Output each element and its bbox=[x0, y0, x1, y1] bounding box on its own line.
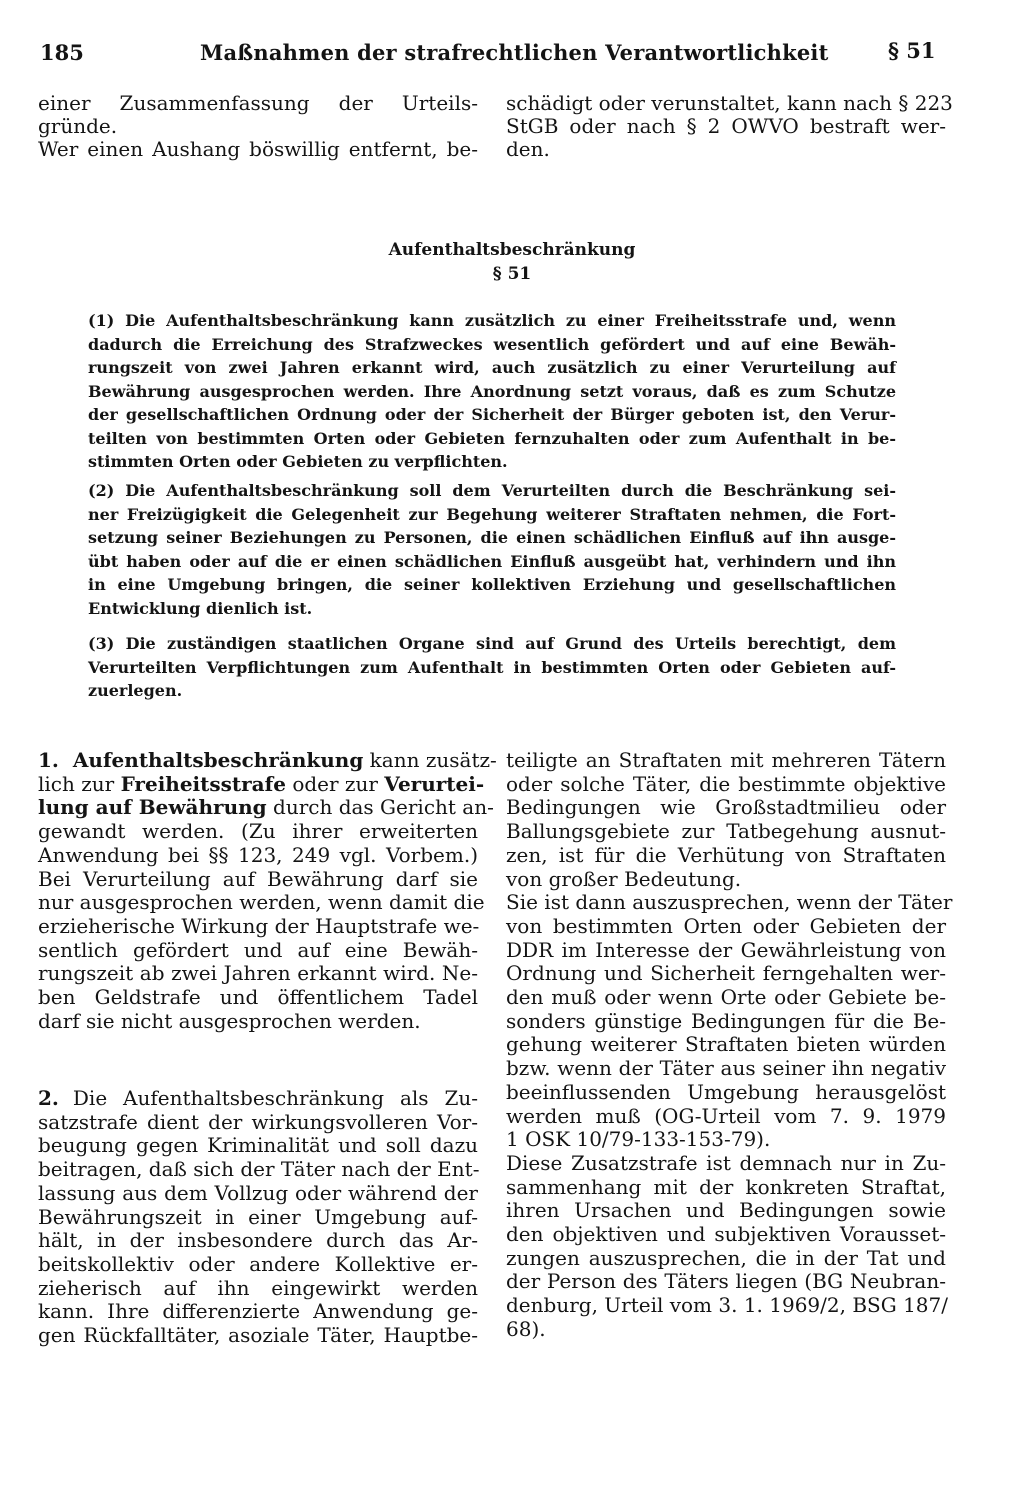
law-title: Aufenthaltsbeschränkung bbox=[388, 240, 636, 260]
text-line: 1 OSK 10/79-133-153-79). bbox=[506, 1127, 771, 1152]
text-line: (3) Die zuständigen staatlichen Organe sind auf Grund des Urteils berechtigt, dem bbox=[88, 634, 896, 653]
law-paragraph-1 bbox=[88, 309, 896, 474]
text-line: bzw. wenn der Täter aus seiner ihn negativ bbox=[506, 1056, 946, 1081]
commentary-right-column bbox=[506, 748, 953, 1342]
text-line: schädigt oder verunstaltet, kann nach § 223 bbox=[506, 91, 953, 115]
text-line: beeinflussenden Umgebung herausgelöst bbox=[506, 1079, 946, 1104]
text-line: gen Rückfalltäter, asoziale Täter, Hauptbe- bbox=[38, 1323, 478, 1348]
term-bold: Freiheitsstrafe bbox=[120, 771, 286, 796]
text-line: 68). bbox=[506, 1316, 546, 1341]
text-line: den. bbox=[506, 137, 550, 161]
text-line: sammenhang mit der konkreten Straftat, bbox=[506, 1174, 946, 1199]
text-line: werden muß (OG-Urteil vom 7. 9. 1979 bbox=[506, 1103, 946, 1128]
text-line: rungszeit ab zwei Jahren erkannt wird. Ne- bbox=[38, 961, 478, 986]
commentary-note-2 bbox=[38, 1087, 478, 1348]
text-line: beitskollektiv oder andere Kollektive er- bbox=[38, 1251, 478, 1276]
text-line: Entwicklung dienlich ist. bbox=[88, 598, 313, 618]
text-line: den muß oder wenn Orte oder Gebiete be- bbox=[506, 985, 946, 1010]
text-line bbox=[38, 771, 485, 797]
text-line: StGB oder nach § 2 OWVO bestraft wer- bbox=[506, 114, 946, 138]
text-line: (2) Die Aufenthaltsbeschränkung soll dem Verurteilten durch die Beschränkung sei- bbox=[88, 481, 896, 500]
text-line: dadurch die Erreichung des Strafzweckes wesentlich gefördert und auf eine Bewäh- bbox=[88, 334, 896, 354]
text-line: kann. Ihre differenzierte Anwendung ge- bbox=[38, 1299, 478, 1324]
text-line: Ordnung und Sicherheit ferngehalten wer- bbox=[506, 961, 946, 986]
law-paragraph-2 bbox=[88, 479, 896, 620]
text-line bbox=[38, 748, 497, 773]
text-fragment: oder zur bbox=[285, 771, 385, 796]
text-line: sonders günstige Bedingungen für die Be- bbox=[506, 1008, 946, 1033]
text-line: DDR im Interesse der Gewährleistung von bbox=[506, 937, 946, 962]
text-line: Bei Verurteilung auf Bewährung darf sie bbox=[38, 866, 478, 891]
term-bold: Verurtei- bbox=[384, 771, 485, 796]
note-number: 1. bbox=[38, 748, 59, 772]
text-line: oder solche Täter, die bestimmte objektive bbox=[506, 771, 946, 796]
text-line: erzieherische Wirkung der Hauptstrafe we- bbox=[38, 913, 480, 938]
text-line: sentlich gefördert und auf eine Bewäh- bbox=[38, 937, 478, 962]
text-line: setzung seiner Beziehungen zu Personen, die einen schädlichen Einfluß auf ihn ausge- bbox=[88, 528, 896, 547]
running-title: Maßnahmen der strafrechtlichen Verantwortlichkeit bbox=[200, 40, 829, 65]
text-line: von bestimmten Orten oder Gebieten der bbox=[506, 913, 946, 938]
carryover-left bbox=[38, 92, 478, 161]
text-line: den objektiven und subjektiven Vorausset- bbox=[506, 1222, 946, 1247]
text-line: satzstrafe dient der wirkungsvolleren Vor- bbox=[38, 1109, 478, 1134]
text-line: übt haben oder auf die er einen schädlichen Einfluß ausgeübt hat, verhindern und ihn bbox=[88, 551, 896, 571]
text-line: der Person des Täters liegen (BG Neubran- bbox=[506, 1269, 946, 1294]
carryover-right bbox=[506, 91, 953, 161]
text-fragment: lich zur bbox=[38, 771, 121, 796]
text-line: nur ausgesprochen werden, wenn damit die bbox=[38, 890, 485, 915]
text-line: Anwendung bei §§ 123, 249 vgl. Vorbem.) bbox=[38, 842, 478, 867]
text-fragment: Die Aufenthaltsbeschränkung als Zu- bbox=[72, 1086, 478, 1110]
text-line: der gesellschaftlichen Ordnung oder der Sicherheit der Bürger geboten ist, den Verur- bbox=[88, 405, 896, 424]
text-line: ner Freizügigkeit die Gelegenheit zur Begehung weiterer Straftaten nehmen, die Fort- bbox=[88, 504, 896, 524]
text-line: Bewährungszeit in einer Umgebung auf- bbox=[38, 1204, 478, 1229]
text-line: Wer einen Aushang böswillig entfernt, be- bbox=[38, 137, 478, 161]
text-line: (1) Die Aufenthaltsbeschränkung kann zusätzlich zu einer Freiheitsstrafe und, wenn bbox=[88, 311, 896, 330]
text-line: stimmten Orten oder Gebieten zu verpflichten. bbox=[88, 452, 508, 471]
text-line: denburg, Urteil vom 3. 1. 1969/2, BSG 187/ bbox=[506, 1293, 948, 1318]
note-number: 2. bbox=[38, 1086, 59, 1110]
text-line: einer Zusammenfassung der Urteils- bbox=[38, 91, 478, 115]
term-bold: Aufenthaltsbeschränkung bbox=[72, 748, 364, 772]
text-line: darf sie nicht ausgesprochen werden. bbox=[38, 1008, 421, 1033]
text-line: ihren Ursachen und Bedingungen sowie bbox=[506, 1198, 946, 1223]
text-line: von großer Bedeutung. bbox=[506, 866, 742, 891]
text-line: Bewährung ausgesprochen werden. Ihre Anordnung setzt voraus, daß es zum Schutze bbox=[88, 381, 896, 401]
law-heading bbox=[0, 238, 1024, 286]
text-fragment: kann zusätz- bbox=[363, 748, 497, 772]
text-line: gewandt werden. (Zu ihrer erweiterten bbox=[38, 819, 478, 844]
law-section-number: § 51 bbox=[492, 264, 532, 284]
text-line: teiligte an Straftaten mit mehreren Tätern bbox=[506, 748, 946, 772]
text-line: zungen auszusprechen, die in der Tat und bbox=[506, 1245, 946, 1270]
header-section-mark: § 51 bbox=[888, 38, 936, 63]
text-line: zuerlegen. bbox=[88, 681, 183, 700]
text-line: Sie ist dann auszusprechen, wenn der Täter bbox=[506, 890, 953, 915]
text-line: Diese Zusatzstrafe ist demnach nur in Zu- bbox=[506, 1150, 946, 1175]
text-line: in eine Umgebung bringen, die seiner kollektiven Erziehung und gesellschaftlichen bbox=[88, 575, 896, 594]
text-line: zieherisch auf ihn eingewirkt werden bbox=[38, 1275, 478, 1300]
text-line: gehung weiterer Straftaten bieten würden bbox=[506, 1032, 946, 1057]
text-line: Ballungsgebiete zur Tatbegehung ausnut- bbox=[506, 819, 946, 844]
text-line: Verurteilten Verpflichtungen zum Aufenthalt in bestimmten Orten oder Gebieten auf- bbox=[88, 657, 896, 677]
law-paragraph-3 bbox=[88, 632, 896, 703]
page-number: 185 bbox=[40, 40, 84, 65]
text-line: lassung aus dem Vollzug oder während der bbox=[38, 1180, 478, 1205]
text-line: teilten von bestimmten Orten oder Gebieten fernzuhalten oder zum Aufenthalt in be- bbox=[88, 428, 896, 448]
text-line: ben Geldstrafe und öffentlichem Tadel bbox=[38, 985, 478, 1010]
text-line: gründe. bbox=[38, 114, 118, 138]
text-fragment: durch das Gericht an- bbox=[266, 795, 494, 820]
text-line: beugung gegen Kriminalität und soll dazu bbox=[38, 1133, 478, 1158]
text-line: hält, in der insbesondere durch das Ar- bbox=[38, 1228, 478, 1253]
text-line: Bedingungen wie Großstadtmilieu oder bbox=[506, 795, 946, 820]
text-line bbox=[38, 795, 494, 820]
text-line bbox=[38, 1087, 478, 1111]
page-header bbox=[40, 40, 940, 80]
text-line: beitragen, daß sich der Täter nach der Ent- bbox=[38, 1157, 480, 1182]
term-bold: lung auf Bewährung bbox=[38, 795, 267, 820]
commentary-note-1 bbox=[38, 748, 497, 1033]
text-line: zen, ist für die Verhütung von Straftaten bbox=[506, 842, 946, 867]
text-line: rungszeit von zwei Jahren erkannt wird, auch zusätzlich zu einer Verurteilung auf bbox=[88, 358, 896, 377]
